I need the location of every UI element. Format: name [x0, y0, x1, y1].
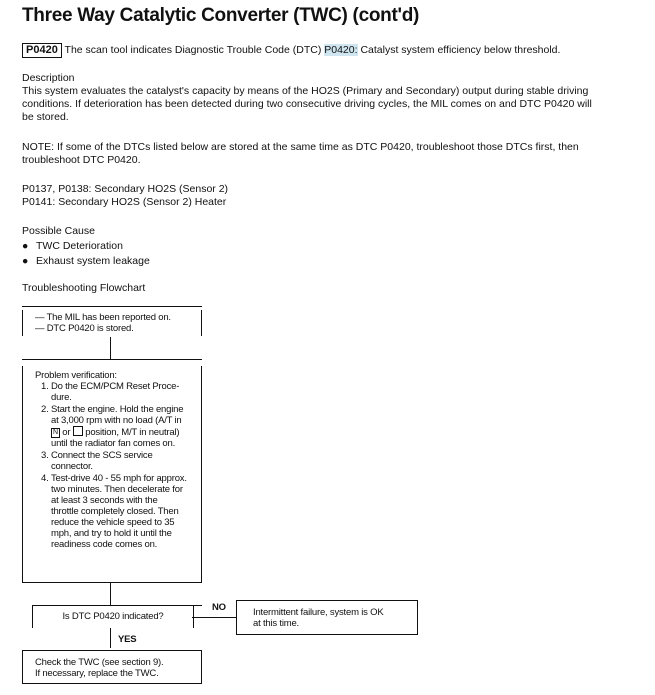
verification-box-bottom-border	[22, 582, 202, 583]
no-branch-connector	[192, 617, 236, 618]
yes-label: YES	[118, 634, 137, 645]
dtc-sentence-before: The scan tool indicates Diagnostic Trouble Code (DTC)	[64, 44, 325, 56]
dtc-code-highlight: P0420:	[324, 44, 358, 56]
no-result-box	[236, 601, 418, 634]
related-dtc-line-2: P0141: Secondary HO2S (Sensor 2) Heater	[22, 196, 227, 208]
verification-step: 1. Do the ECM/PCM Reset Proce-dure.	[51, 381, 187, 403]
dtc-code-badge: P0420	[22, 43, 62, 58]
yes-branch-connector	[110, 628, 111, 648]
no-label: NO	[212, 602, 226, 613]
possible-cause-section	[22, 225, 150, 268]
end-box-bottom-border	[22, 683, 202, 684]
start-box	[22, 310, 202, 336]
verification-steps	[23, 381, 187, 550]
no-result-line-2: at this time.	[253, 618, 299, 629]
description-line-2: conditions. If deterioration has been detected during two consecutive driving cycles, the MIL comes on and DTC P0420 will	[22, 98, 592, 110]
flow-connector	[110, 337, 111, 359]
flow-connector	[110, 583, 111, 605]
decision-box	[32, 606, 194, 628]
note-section	[22, 141, 647, 167]
decision-text: Is DTC P0420 indicated?	[62, 611, 164, 622]
bullet-icon: ●	[22, 255, 29, 267]
page-title: Three Way Catalytic Converter (TWC) (cont'd)	[22, 5, 420, 26]
note-line-1: NOTE: If some of the DTCs listed below are stored at the same time as DTC P0420, troubleshoot those DTCs first, then	[22, 141, 579, 153]
related-dtcs	[22, 183, 228, 209]
flowchart-heading: Troubleshooting Flowchart	[22, 282, 146, 294]
verification-step: 2. Start the engine. Hold the engine at 3,000 rpm with no load (A/T in N or position, M/T in neutral) until the radiator fan comes on.	[51, 404, 187, 449]
start-box-line-1: — The MIL has been reported on.	[35, 312, 171, 323]
no-box-bottom-border	[236, 634, 418, 635]
dtc-statement	[22, 43, 560, 58]
verification-box-top-border	[22, 359, 202, 360]
verification-step: 4. Test-drive 40 - 55 mph for approx. two minutes. Then decelerate for at least 3 seconds with the throttle completely closed. Then reduce the vehicle speed to 35 mph, and try to hold it until the readiness code comes on.	[51, 473, 187, 550]
description-section	[22, 72, 647, 124]
start-box-top-border	[22, 306, 202, 307]
possible-cause-heading: Possible Cause	[22, 225, 95, 237]
related-dtc-line-1: P0137, P0138: Secondary HO2S (Sensor 2)	[22, 183, 229, 195]
description-line-1: This system evaluates the catalyst's capacity by means of the HO2S (Primary and Secondary) output during stable driving	[22, 85, 589, 97]
cause-item: ● Exhaust system leakage	[22, 255, 150, 267]
no-result-line-1: Intermittent failure, system is OK	[253, 607, 384, 618]
verification-heading: Problem verification:	[35, 370, 117, 381]
neutral-key-icon: N	[53, 429, 58, 436]
end-box	[22, 651, 202, 683]
description-line-3: be stored.	[22, 111, 69, 123]
verification-box	[22, 366, 202, 582]
cause-item: ● TWC Deterioration	[22, 240, 123, 252]
end-box-line-1: Check the TWC (see section 9).	[35, 657, 164, 668]
start-box-line-2: — DTC P0420 is stored.	[35, 323, 134, 334]
verification-step: 3. Connect the SCS service connector.	[51, 450, 187, 472]
note-line-2: troubleshoot DTC P0420.	[22, 154, 141, 166]
dtc-sentence-after: Catalyst system efficiency below threshold.	[357, 44, 561, 56]
end-box-line-2: If necessary, replace the TWC.	[35, 668, 159, 679]
description-heading: Description	[22, 72, 75, 84]
bullet-icon: ●	[22, 240, 29, 252]
park-key-icon	[73, 426, 83, 436]
